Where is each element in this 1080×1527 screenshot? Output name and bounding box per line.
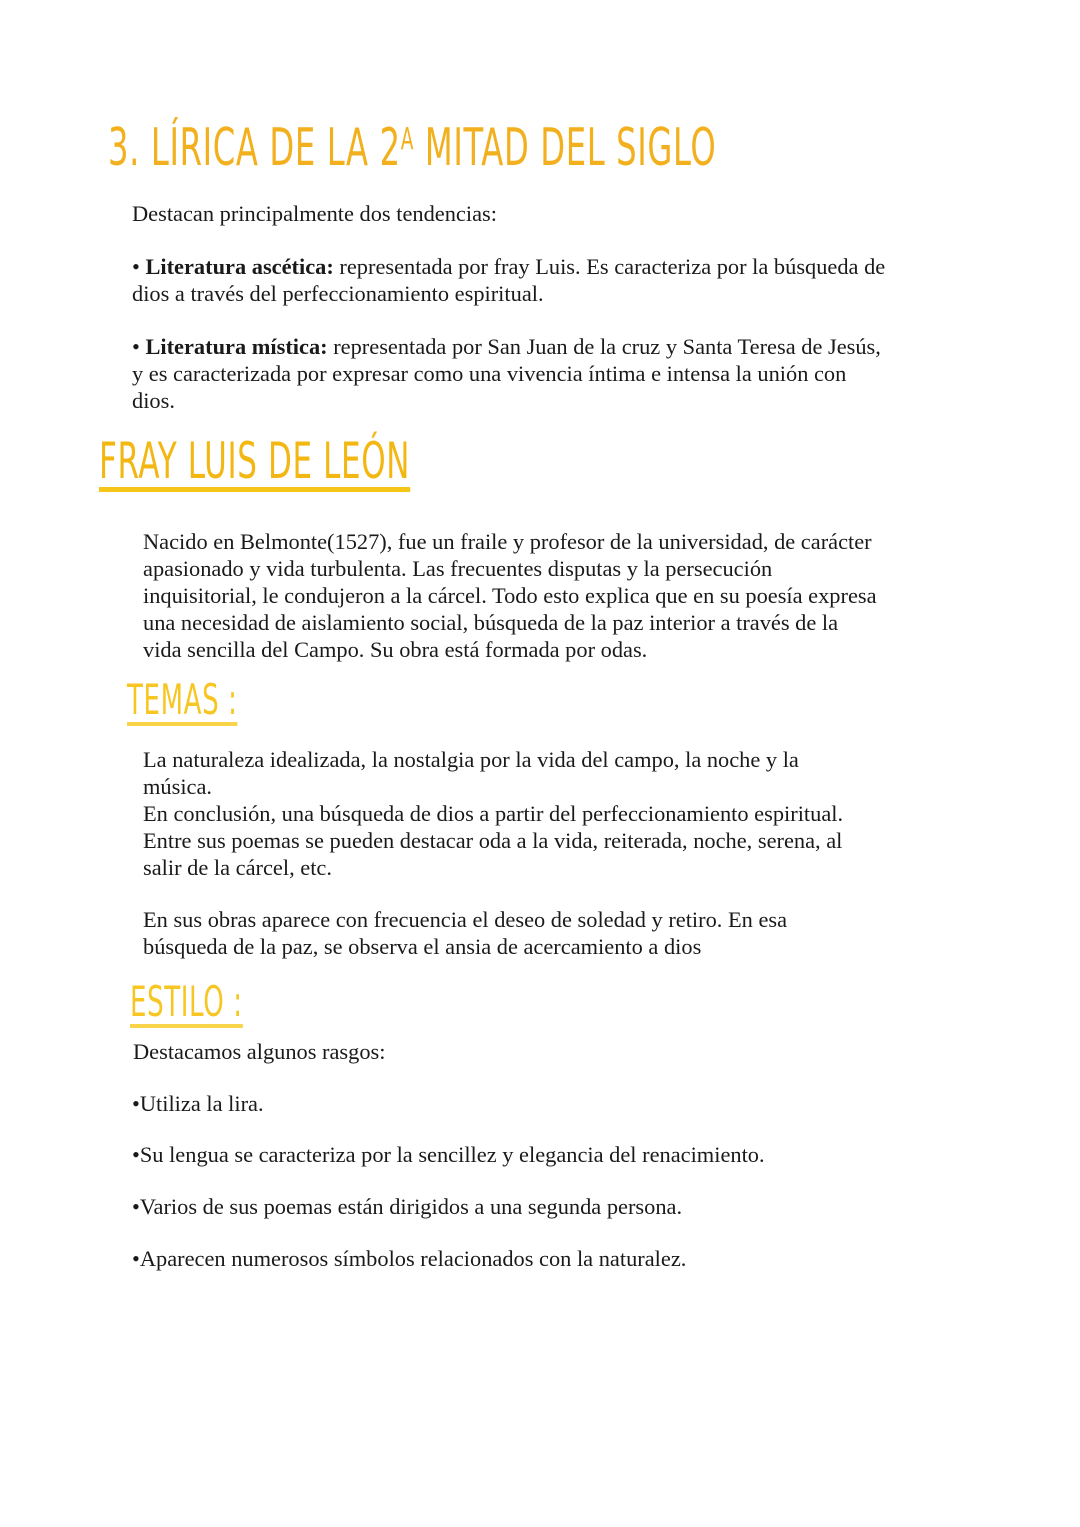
temas-line-5: salir de la cárcel, etc.	[143, 855, 332, 880]
ascetic-line-1: • Literatura ascética: representada por fray Luis. Es caracteriza por la búsqueda de	[132, 254, 886, 279]
temas-line-2: música.	[143, 774, 213, 799]
temas-line-1: La naturaleza idealizada, la nostalgia por la vida del campo, la noche y la	[143, 747, 799, 772]
bio-line-2: apasionado y vida turbulenta. Las frecuentes disputas y la persecución	[143, 556, 773, 581]
temas-line-7: búsqueda de la paz, se observa el ansia de acercamiento a dios	[143, 934, 702, 959]
mystic-label: Literatura mística:	[145, 334, 328, 359]
bio-line-4: una necesidad de aislamiento social, búsqueda de la paz interior a través de la	[143, 610, 839, 635]
temas-heading: TEMAS :	[127, 678, 238, 726]
section-title-superscript: A	[400, 122, 415, 157]
estilo-item-4: •Aparecen numerosos símbolos relacionados con la naturalez.	[132, 1246, 687, 1271]
mystic-line-2: y es caracterizada por expresar como una vivencia íntima e intensa la unión con	[132, 361, 847, 386]
ascetic-line-2: dios a través del perfeccionamiento espiritual.	[132, 281, 544, 306]
estilo-item-1: •Utiliza la lira.	[132, 1091, 264, 1116]
estilo-intro: Destacamos algunos rasgos:	[133, 1039, 386, 1064]
section-title-rest: MITAD DEL SIGLO	[414, 118, 717, 178]
fray-luis-heading: FRAY LUIS DE LEÓN	[99, 432, 411, 490]
estilo-item-2: •Su lengua se caracteriza por la sencillez y elegancia del renacimiento.	[132, 1142, 765, 1167]
temas-line-4: Entre sus poemas se pueden destacar oda a la vida, reiterada, noche, serena, al	[143, 828, 843, 853]
estilo-heading: ESTILO :	[130, 980, 243, 1028]
bio-line-5: vida sencilla del Campo. Su obra está formada por odas.	[143, 637, 648, 662]
section-title-text: 3. LÍRICA DE LA 2	[108, 118, 401, 178]
temas-line-6: En sus obras aparece con frecuencia el deseo de soledad y retiro. En esa	[143, 907, 788, 932]
mystic-line-3: dios.	[132, 388, 175, 413]
estilo-item-3: •Varios de sus poemas están dirigidos a una segunda persona.	[132, 1194, 683, 1219]
section-title	[108, 118, 716, 178]
intro-text: Destacan principalmente dos tendencias:	[132, 201, 497, 226]
ascetic-text-1: representada por fray Luis. Es caracteriza por la búsqueda de	[333, 254, 886, 279]
mystic-line-1: • Literatura mística: representada por San Juan de la cruz y Santa Teresa de Jesús,	[132, 334, 881, 359]
bio-line-1: Nacido en Belmonte(1527), fue un fraile y profesor de la universidad, de carácter	[143, 529, 872, 554]
bio-line-3: inquisitorial, le condujeron a la cárcel. Todo esto explica que en su poesía expresa	[143, 583, 877, 608]
mystic-text-1: representada por San Juan de la cruz y Santa Teresa de Jesús,	[327, 334, 881, 359]
ascetic-label: Literatura ascética:	[145, 254, 334, 279]
temas-line-3: En conclusión, una búsqueda de dios a partir del perfeccionamiento espiritual.	[143, 801, 844, 826]
